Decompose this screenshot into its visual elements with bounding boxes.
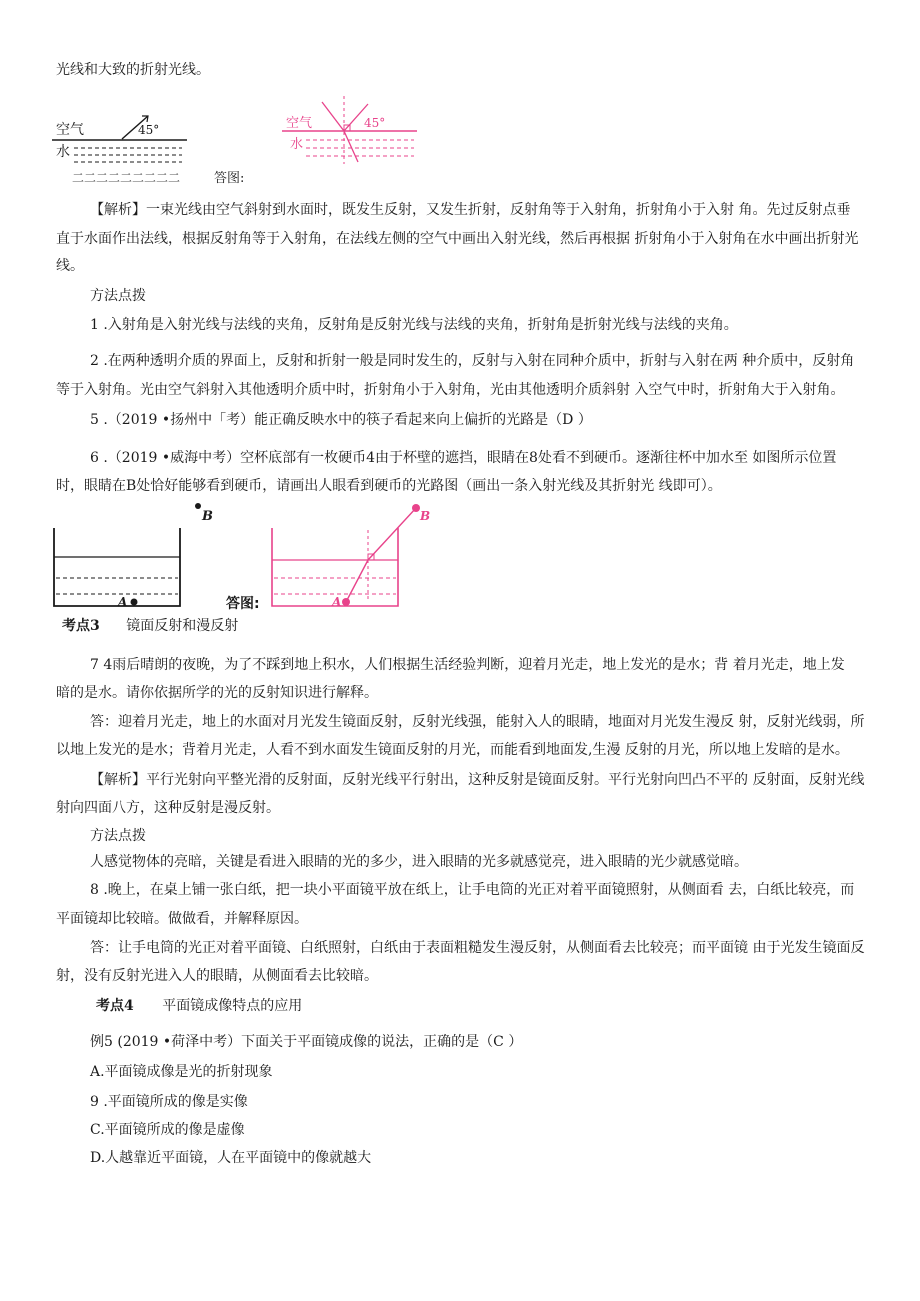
answer-incident-ray bbox=[346, 560, 368, 602]
label-angle: 45° bbox=[138, 123, 160, 137]
answer-7-line-2: 以地上发光的是水；背着月光走，人看不到水面发生镜面反射的月光，而能看到地面发,生漫 反射的月光，所以地上发暗的是水。 bbox=[56, 742, 849, 758]
answer-label-angle: 45° bbox=[364, 116, 386, 130]
answer-eye-point-b bbox=[412, 504, 420, 512]
tip-line-2: 2 .在两种透明介质的界面上，反射和折射一般是同时发生的，反射与入射在同种介质中，折射与入射在两 种介质中，反射角 bbox=[90, 353, 855, 369]
option-c: C.平面镜所成的像是虚像 bbox=[90, 1122, 245, 1138]
method-tip-heading-2: 方法点拨 bbox=[90, 828, 146, 844]
section-heading-3 bbox=[62, 616, 238, 636]
answer-label-air: 空气 bbox=[286, 116, 313, 131]
tip-line-1: 1 .入射角是入射光线与法线的夹角，反射角是反射光线与法线的夹角，折射角是折射光线与法线的夹角。 bbox=[90, 317, 738, 333]
section-title-3: 镜面反射和漫反射 bbox=[126, 618, 239, 634]
incident-ray bbox=[322, 102, 344, 131]
tip-line-4: 人感觉物体的亮暗，关键是看进入眼睛的光的多少，进入眼睛的光多就感觉亮，进入眼睛的光少就感觉暗。 bbox=[90, 854, 748, 870]
question-8-line-2: 平面镜却比较暗。做做看，并解释原因。 bbox=[56, 911, 308, 927]
water-bottom-dashes: 二二二二二二二二二 bbox=[72, 171, 181, 185]
label-water: 水 bbox=[56, 144, 70, 160]
question-8-line-1: 8 .晚上，在桌上铺一张白纸，把一块小平面镜平放在纸上，让手电筒的光正对着平面镜照射，从侧面看 去，白纸比较亮，而 bbox=[90, 882, 855, 898]
question-6-line-1: 6 .（2019 •威海中考）空杯底部有一枚硬币4由于杯壁的遮挡，眼睛在8处看不到硬币。逐渐往杯中加水至 如图所示位置 bbox=[90, 450, 837, 466]
answer-8-line-2: 射，没有反射光进入人的眼睛，从侧面看去比较暗。 bbox=[56, 968, 378, 984]
refracted-ray bbox=[344, 131, 358, 162]
answer-figure-label: 答图: bbox=[214, 171, 245, 186]
example-5: 例5 (2019 •荷泽中考）下面关于平面镜成像的说法，正确的是（C ） bbox=[90, 1034, 523, 1050]
answer-figure-label-cup: 答图: bbox=[226, 596, 260, 612]
section-title-4: 平面镜成像特点的应用 bbox=[162, 998, 303, 1014]
answer-refracted-ray bbox=[368, 508, 416, 560]
answer-coin-point-a bbox=[342, 598, 350, 606]
analysis-line-1: 【解析】一束光线由空气斜射到水面时，既发生反射，又发生折射，反射角等于入射角，折射角小于入射 角。先过反射点垂 bbox=[90, 202, 851, 218]
answer-figure-refraction bbox=[282, 94, 422, 166]
analysis-line-2: 直于水面作出法线，根据反射角等于入射角，在法线左侧的空气中画出入射光线，然后再根据 折射角小于入射角在水中画出折射光 bbox=[56, 231, 859, 247]
analysis-7-line-1: 【解析】平行光射向平整光滑的反射面，反射光线平行射出，这种反射是镜面反射。平行光射向凹凸不平的 反射面，反射光线 bbox=[90, 772, 865, 788]
answer-8-line-1: 答：让手电筒的光正对着平面镜、白纸照射，白纸由于表面粗糙发生漫反射，从侧面看去比较亮；而平面镜 由于光发生镜面反 bbox=[90, 940, 865, 956]
question-7-line-1: 7 4雨后晴朗的夜晚，为了不踩到地上积水，人们根据生活经验判断，迎着月光走，地上发光的是水；背 着月光走，地上发 bbox=[90, 657, 845, 673]
analysis-7-line-2: 射向四面八方，这种反射是漫反射。 bbox=[56, 800, 280, 816]
section-number-3: 考点3 bbox=[62, 618, 100, 634]
tip-line-3: 等于入射角。光由空气斜射入其他透明介质中时，折射角小于入射角，光由其他透明介质斜射 入空气中时，折射角大于入射角。 bbox=[56, 382, 845, 398]
question-figure-cup bbox=[52, 500, 282, 615]
answer-7-line-1: 答：迎着月光走，地上的水面对月光发生镜面反射，反射光线强，能射入人的眼睛，地面对月光发生漫反 射，反射光线弱，所 bbox=[90, 714, 865, 730]
coin-point-a bbox=[131, 599, 138, 606]
label-b: B bbox=[202, 509, 213, 524]
label-air: 空气 bbox=[56, 122, 84, 138]
label-a: A bbox=[118, 595, 128, 609]
method-tip-heading-1: 方法点拨 bbox=[90, 288, 146, 304]
question-figure-refraction bbox=[52, 112, 252, 187]
analysis-line-3: 线。 bbox=[56, 258, 84, 274]
option-a: A.平面镜成像是光的折射现象 bbox=[90, 1064, 273, 1080]
section-number-4: 考点4 bbox=[96, 998, 134, 1014]
question-5: 5 .（2019 •扬州中「考）能正确反映水中的筷子看起来向上偏折的光路是（D ） bbox=[90, 412, 592, 428]
answer-label-a: A bbox=[332, 595, 342, 609]
answer-figure-cup bbox=[268, 500, 438, 615]
answer-label-water: 水 bbox=[290, 137, 304, 152]
text-line-1: 光线和大致的折射光线。 bbox=[56, 62, 210, 78]
eye-point-b bbox=[195, 503, 201, 509]
option-d: D.人越靠近平面镜，人在平面镜中的像就越大 bbox=[90, 1150, 372, 1166]
option-b: 9 .平面镜所成的像是实像 bbox=[90, 1094, 248, 1110]
question-7-line-2: 暗的是水。请你依据所学的光的反射知识进行解释。 bbox=[56, 685, 378, 701]
question-6-line-2: 时，眼睛在B处恰好能够看到硬币，请画出人眼看到硬币的光路图（画出一条入射光线及其折射光 线即可）。 bbox=[56, 478, 722, 494]
answer-label-b: B bbox=[420, 509, 431, 523]
section-heading-4 bbox=[96, 996, 302, 1016]
